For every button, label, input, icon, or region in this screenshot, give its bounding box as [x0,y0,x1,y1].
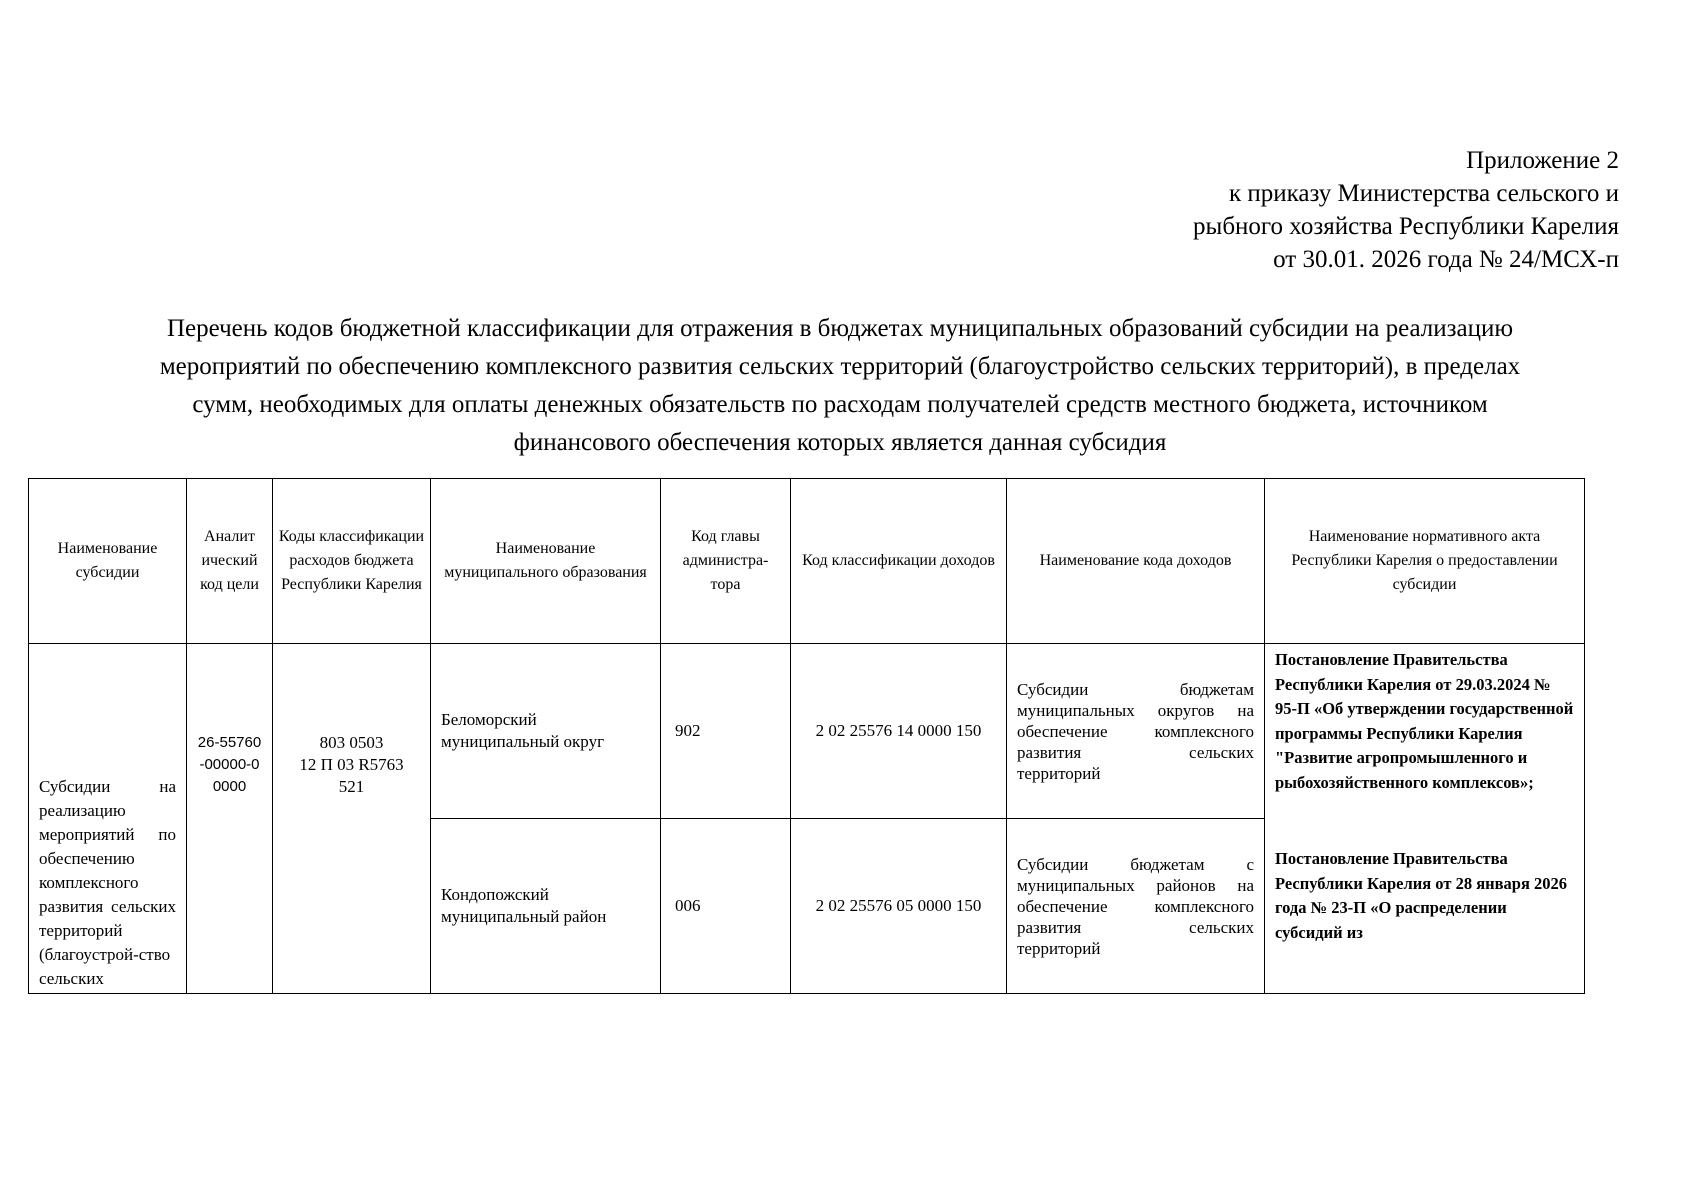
income-name-cell [1007,819,1265,994]
income-name-cell [1007,644,1265,819]
table-row [29,644,1585,819]
budget-codes-table [28,478,1585,994]
document-title [40,310,1640,462]
income-name-text-end: территорий [1017,938,1101,958]
income-name-text-end: территорий [1017,763,1101,783]
col-header-subsidy-name: Наименование субсидии [29,479,187,644]
normative-act-2: Постановление Правительства Республики Карелия от 28 января 2026 года № 23-П «О распределении субсидий из [1275,849,1568,942]
appendix-order-line: к приказу Министерства сельского и [1228,180,1619,207]
title-line: мероприятий по обеспечению комплексного развития сельских территорий (благоустройство сельских территорий), в пределах [159,353,1521,380]
expense-code-line: 521 [338,777,365,796]
goal-code-cell: 26-55760-00000-00000 [187,644,273,994]
col-header-normative-act: Наименование нормативного акта Республики Карелия о предоставлении субсидии [1265,479,1585,644]
income-name-text: Субсидии бюджетам муниципальных округов на обеспечение комплексного развития сельских [1017,679,1254,762]
col-header-income-code: Код классификации доходов [791,479,1007,644]
expense-code-cell [273,644,431,994]
appendix-header [919,144,1619,276]
expense-code-line: 12 П 03 R5763 [299,755,404,774]
title-line: финансового обеспечения которых является данная субсидия [513,429,1167,456]
appendix-date-line: от 30.01. 2026 года № 24/МСХ-п [1273,246,1619,273]
admin-code-cell: 902 [661,644,791,819]
title-line: Перечень кодов бюджетной классификации для отражения в бюджетах муниципальных образований субсидии на реализацию [166,315,1514,342]
col-header-municipality: Наименование муниципального образования [431,479,661,644]
municipality-cell: Беломорский муниципальный округ [431,644,661,819]
col-header-expense-codes: Коды классификации расходов бюджета Республики Карелия [273,479,431,644]
appendix-number: Приложение 2 [1466,147,1619,174]
municipality-cell: Кондопожский муниципальный район [431,819,661,994]
expense-code-line: 803 0503 [319,733,384,752]
col-header-income-name: Наименование кода доходов [1007,479,1265,644]
subsidy-name-cell: Субсидии на реализацию мероприятий по обеспечению комплексного развития сельских территорий (благоустрой-ство сельских [29,644,187,994]
admin-code-cell: 006 [661,819,791,994]
income-name-text: Субсидии бюджетам с муниципальных районов на обеспечение комплексного развития сельских [1017,854,1254,937]
col-header-goal-code: Аналит ический код цели [187,479,273,644]
normative-act-cell [1265,644,1585,994]
table-header-row [29,479,1585,644]
income-code-cell: 2 02 25576 14 0000 150 [791,644,1007,819]
income-code-cell: 2 02 25576 05 0000 150 [791,819,1007,994]
col-header-admin-code: Код главы администра-тора [661,479,791,644]
appendix-ministry-line: рыбного хозяйства Республики Карелия [1193,213,1619,240]
normative-act-1: Постановление Правительства Республики Карелия от 29.03.2024 № 95-П «Об утверждении государственной программы Республики Карелия "Развитие агропромышленного и рыбохозяйственного комплексов»; [1275,650,1574,792]
title-line: сумм, необходимых для оплаты денежных обязательств по расходам получателей средств местного бюджета, источником [192,391,1488,418]
